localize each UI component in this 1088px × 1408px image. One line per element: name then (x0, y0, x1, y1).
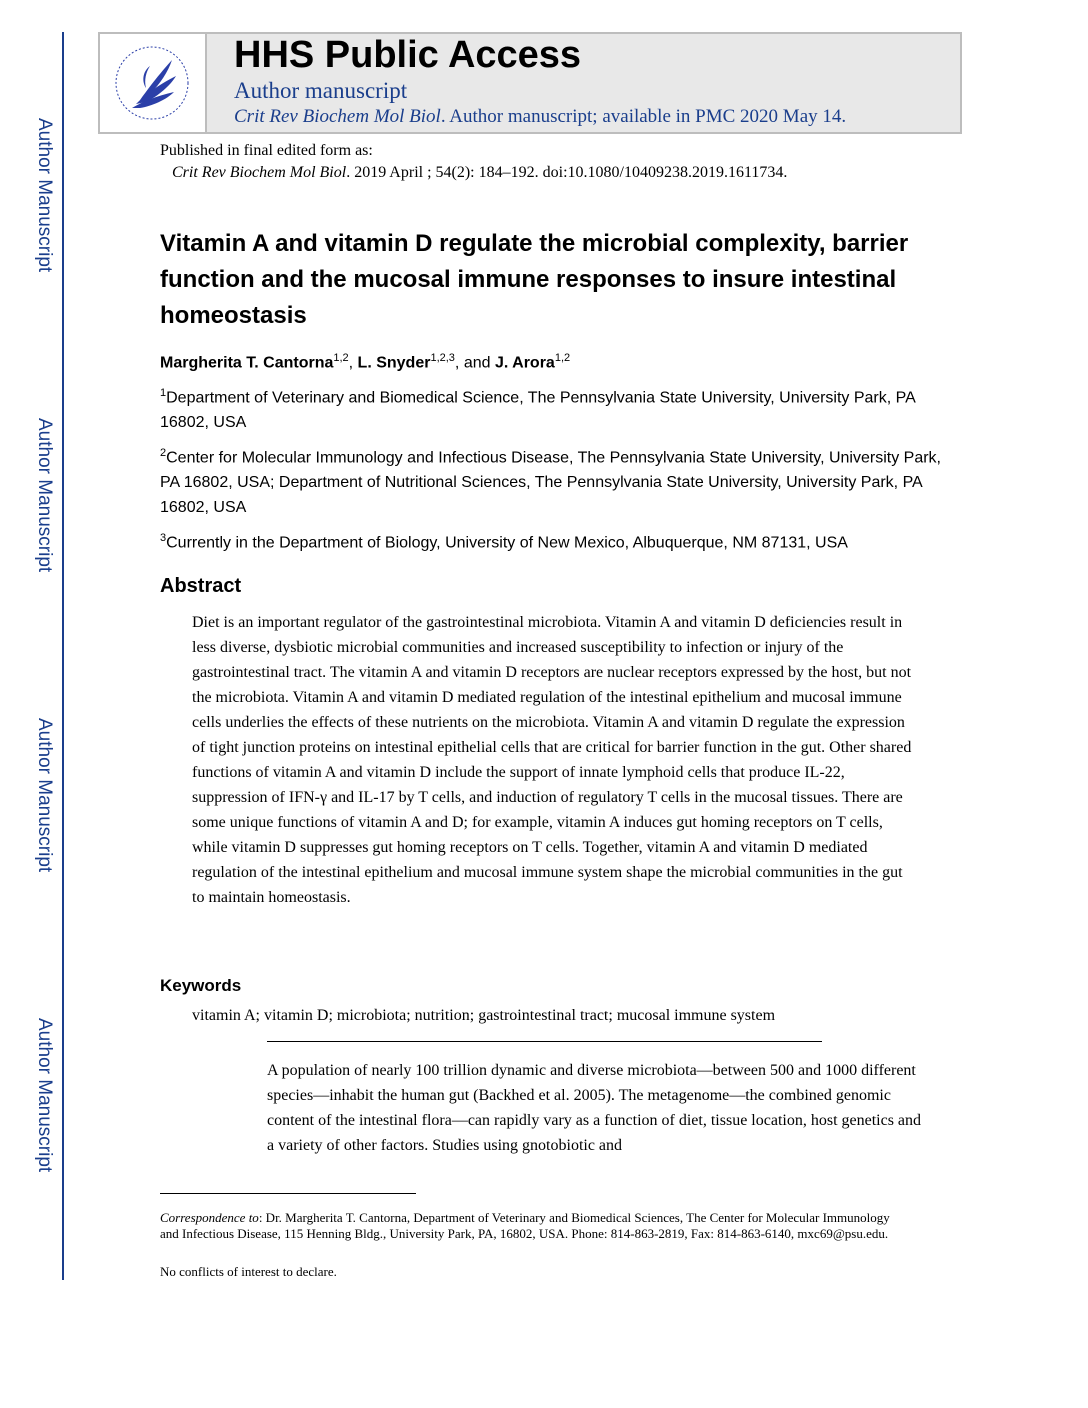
affiliation-sup: 3 (160, 532, 167, 544)
sidebar-label-author-manuscript: Author Manuscript (34, 118, 55, 273)
author-affil-sup: 1,2 (333, 352, 349, 364)
author-name: J. Arora (494, 354, 555, 372)
affiliation-1 (160, 381, 950, 435)
author-affil-sup: 1,2,3 (430, 352, 455, 364)
citation-text: . 2019 April ; 54(2): 184–192. doi:10.1080/10409238.2019.1611734. (346, 164, 788, 181)
sidebar-rule (62, 32, 64, 1280)
author-name: Margherita T. Cantorna (160, 354, 334, 372)
correspondence-text: : Dr. Margherita T. Cantorna, Department of Veterinary and Biomedical Sciences, The Center for Molecular Immunology and Infectious Disease, 115 Henning Bldg., University Park, PA, 16802, USA. Phone: 814-863-2819, Fax: 814-863-6140, mxc69@psu.edu. (160, 1210, 890, 1241)
author-list (160, 352, 570, 372)
author-name: L. Snyder (357, 354, 431, 372)
citation-line (160, 162, 787, 184)
author-affil-sup: 1,2 (554, 352, 571, 364)
conflicts-footnote: No conflicts of interest to declare. (160, 1264, 337, 1279)
author-separator: , and (454, 354, 495, 372)
affiliation-sup: 1 (160, 387, 167, 399)
pmc-availability-line (234, 106, 846, 128)
affiliation-text: Center for Molecular Immunology and Infectious Disease, The Pennsylvania State University, University Park, PA 16802, USA; Department of Nutritional Sciences, The Pennsylvania State University, University Park, PA 16802, USA (160, 449, 941, 517)
sidebar-label-author-manuscript: Author Manuscript (34, 418, 55, 573)
availability-text: . Author manuscript; available in PMC 2020 May 14. (440, 106, 847, 127)
logo-panel (100, 34, 207, 132)
published-label: Published in final edited form as: (160, 142, 373, 159)
keywords-text: vitamin A; vitamin D; microbiota; nutrition; gastrointestinal tract; mucosal immune system (192, 1007, 776, 1024)
sidebar-label-author-manuscript: Author Manuscript (34, 1018, 55, 1173)
hhs-header (98, 32, 962, 134)
section-divider (267, 1041, 822, 1042)
correspondence-footnote (160, 1210, 890, 1242)
footnote-divider (160, 1193, 416, 1194)
correspondence-label: Correspondence to (160, 1210, 259, 1225)
hhs-public-access-title: HHS Public Access (234, 34, 582, 76)
published-citation (160, 140, 787, 184)
affiliation-text: Department of Veterinary and Biomedical Science, The Pennsylvania State University, University Park, PA 16802, USA (160, 389, 915, 432)
affiliation-sup: 2 (160, 447, 167, 459)
journal-name: Crit Rev Biochem Mol Biol (234, 106, 441, 127)
affiliation-text: Currently in the Department of Biology, University of New Mexico, Albuquerque, NM 87131, USA (166, 534, 848, 552)
affiliation-3 (160, 526, 950, 555)
sidebar-label-author-manuscript: Author Manuscript (34, 718, 55, 873)
abstract-text: Diet is an important regulator of the gastrointestinal microbiota. Vitamin A and vitamin D deficiencies result in less diverse, dysbiotic microbial communities and increased susceptibility to infection or injury of the gastrointestinal tract. The vitamin A and vitamin D receptors are nuclear receptors expressed by the host, but not the microbiota. Vitamin A and vitamin D mediated regulation of the intestinal epithelium and mucosal immune cells underlies the effects of these nutrients on the microbiota. Vitamin A and vitamin D regulate the expression of tight junction proteins on intestinal epithelial cells that are critical for barrier function in the gut. Other shared functions of vitamin A and vitamin D include the support of innate lymphoid cells that produce IL-22, suppression of IFN-γ and IL-17 by T cells, and induction of regulatory T cells in the mucosal tissues. There are some unique functions of vitamin A and D; for example, vitamin A induces gut homing receptors on T cells, while vitamin D suppresses gut homing receptors on T cells. Together, vitamin A and vitamin D mediated regulation of the intestinal epithelium and mucosal immune system shape the microbial communities in the gut to maintain homeostasis. (192, 614, 912, 906)
body-paragraph: A population of nearly 100 trillion dynamic and diverse microbiota—between 500 and 1000 different species—inhabit the human gut (Backhed et al. 2005). The metagenome—the combined genomic content of the intestinal flora—can rapidly vary as a function of diet, tissue location, host genetics and a variety of other factors. Studies using gnotobiotic and (267, 1062, 922, 1154)
hhs-eagle-logo-icon (110, 42, 194, 124)
author-manuscript-subtitle: Author manuscript (234, 78, 408, 103)
abstract-heading: Abstract (160, 575, 242, 597)
article-title: Vitamin A and vitamin D regulate the microbial complexity, barrier function and the mucosal immune responses to insure intestinal homeostasis (160, 230, 909, 329)
author-separator: , (348, 354, 358, 372)
affiliation-2 (160, 441, 950, 520)
journal-name: Crit Rev Biochem Mol Biol (172, 164, 347, 181)
keywords-heading: Keywords (160, 976, 242, 995)
